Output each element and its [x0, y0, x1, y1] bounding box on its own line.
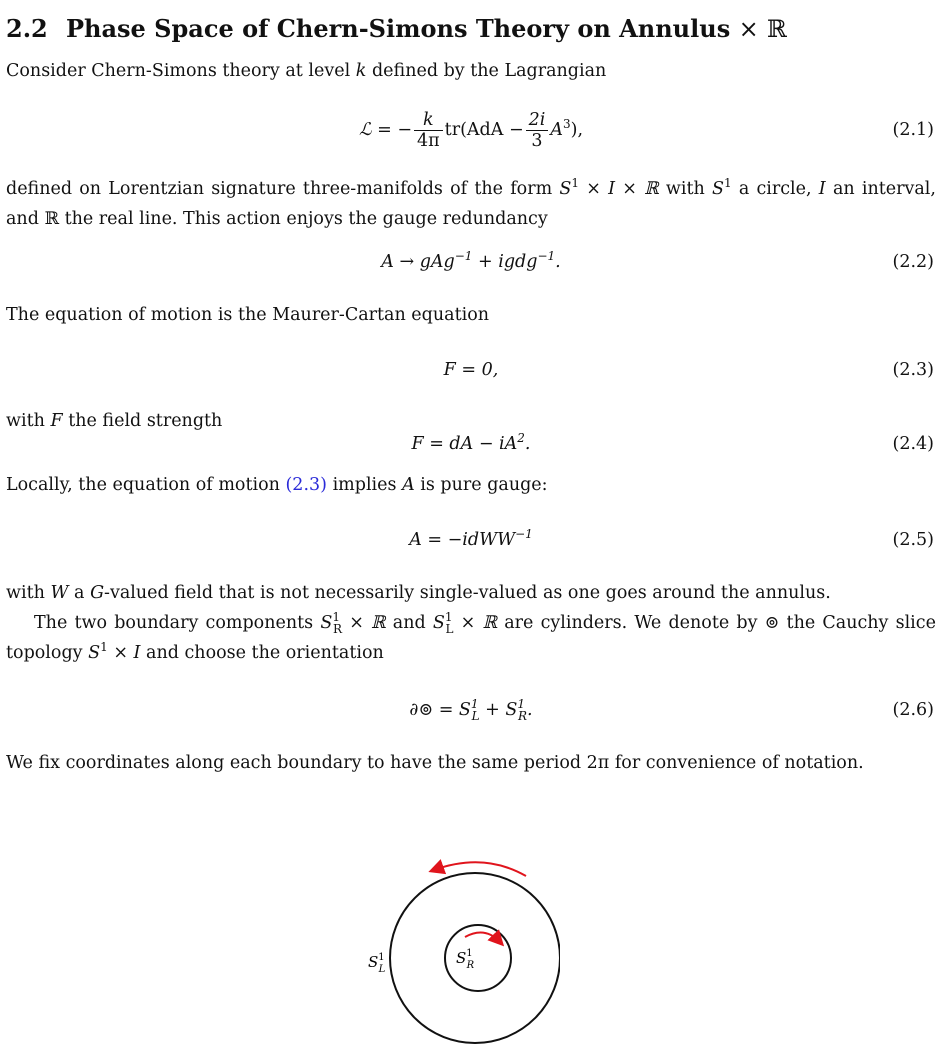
- equation-2-1: [6, 110, 936, 150]
- text: the Cauchy slice topology: [6, 613, 936, 663]
- subscript: R: [517, 708, 527, 723]
- math: × I: [107, 643, 141, 663]
- var-S: S: [559, 179, 572, 199]
- eq-lhs: ℒ = −: [358, 120, 413, 140]
- equation-number: (2.4): [892, 434, 934, 454]
- paragraph-boundaries: [6, 608, 936, 668]
- subscript: L: [445, 621, 454, 636]
- exponent: −1: [515, 527, 533, 542]
- equation-number: (2.3): [892, 360, 934, 380]
- var-S: S: [88, 643, 101, 663]
- text: Locally, the equation of motion: [6, 475, 280, 495]
- subscript: L: [471, 708, 480, 723]
- eq-part: ∂⊚ = S: [409, 700, 471, 720]
- equation-number: (2.1): [892, 120, 934, 140]
- exponent: −1: [454, 249, 473, 264]
- eq-term: A: [550, 120, 563, 140]
- text: the field strength: [68, 411, 223, 431]
- text: defined on Lorentzian signature three-manifolds of the form: [6, 179, 553, 199]
- text: Consider Chern-Simons theory at level: [6, 61, 351, 81]
- var-S: S: [320, 613, 333, 633]
- var-k: k: [355, 61, 367, 81]
- section-heading: [6, 14, 787, 43]
- eq-mid: tr(AdA −: [444, 120, 524, 140]
- text: are cylinders. We denote by: [504, 613, 758, 633]
- exponent: 1: [444, 610, 453, 625]
- var-G: G: [90, 583, 105, 603]
- paragraph-pure-gauge: [6, 470, 936, 500]
- text: a circle,: [738, 179, 812, 199]
- eq-body: F = 0,: [443, 360, 499, 380]
- var-S: S: [432, 613, 445, 633]
- var-A: A: [402, 475, 415, 495]
- title-reals: ℝ: [767, 15, 787, 43]
- equation-2-3: [6, 350, 936, 390]
- eq-part: A → gAg: [381, 252, 455, 272]
- outer-boundary-circle: [390, 873, 560, 1043]
- eq-part: .: [555, 252, 561, 272]
- equation-number: (2.5): [892, 530, 934, 550]
- text: implies: [332, 475, 397, 495]
- frac-den: 4π: [417, 131, 440, 151]
- exponent: 1: [100, 640, 108, 655]
- eq-part: + igdg: [472, 252, 538, 272]
- annulus-figure: [360, 840, 560, 1046]
- exponent: 1: [723, 176, 732, 191]
- frac-num: 2i: [526, 110, 549, 131]
- paragraph-eom: [6, 300, 936, 330]
- label-outer-SL: $S^1$ L: [368, 952, 386, 975]
- label-inner-SR: $S^1$ R: [456, 948, 475, 971]
- fraction-2i-3: [526, 110, 549, 151]
- inner-boundary-circle: [445, 925, 511, 991]
- section-title: Phase Space of Chern-Simons Theory on Annulus: [66, 14, 731, 43]
- text: defined by the Lagrangian: [371, 61, 607, 81]
- paragraph-intro: [6, 56, 936, 86]
- equation-2-2: [6, 242, 936, 282]
- text: with: [6, 583, 45, 603]
- paragraph-w-field: [6, 578, 936, 608]
- text: with: [6, 411, 45, 431]
- eq-part: A = −idWW: [409, 530, 516, 550]
- text: an interval, and ℝ the real line. This action enjoys the gauge redundancy: [6, 179, 936, 229]
- exponent: 3: [562, 117, 571, 132]
- math: × I × ℝ: [579, 179, 659, 199]
- fraction-k-4pi: [414, 110, 443, 151]
- text: The two boundary components: [34, 613, 314, 633]
- eq-part: F = dA − iA: [411, 434, 518, 454]
- paragraph-coordinates: [6, 748, 936, 778]
- text: We fix coordinates along each boundary to have the same period 2π for convenience of notation.: [6, 753, 864, 773]
- equation-2-4: [6, 424, 936, 464]
- eq-part: .: [527, 700, 533, 720]
- eq-close: ),: [570, 120, 584, 140]
- equation-number: (2.6): [892, 700, 934, 720]
- math: × ℝ: [342, 613, 386, 633]
- equation-number: (2.2): [892, 252, 934, 272]
- var-F: F: [50, 411, 63, 431]
- text: -valued field that is not necessarily single-valued as one goes around the annulus.: [104, 583, 831, 603]
- frac-num: k: [414, 110, 443, 131]
- text: and choose the orientation: [146, 643, 384, 663]
- var-W: W: [50, 583, 69, 603]
- exponent: 1: [571, 176, 580, 191]
- math: × ℝ: [453, 613, 498, 633]
- equation-ref-link[interactable]: (2.3): [285, 475, 327, 495]
- frac-den: 3: [531, 131, 543, 151]
- inner-orientation-arrow: [465, 933, 500, 942]
- var-I: I: [818, 179, 826, 199]
- equation-2-6: [6, 690, 936, 730]
- exponent: 1: [332, 610, 340, 625]
- title-times: ×: [738, 15, 759, 43]
- text: and: [392, 613, 426, 633]
- text: The equation of motion is the Maurer-Cartan equation: [6, 305, 490, 325]
- text: with: [665, 179, 705, 199]
- subscript: R: [332, 621, 343, 636]
- var-S: S: [711, 179, 724, 199]
- text: a: [74, 583, 85, 603]
- eq-part: + S: [479, 700, 518, 720]
- equation-2-5: [6, 520, 936, 560]
- exponent: 2: [517, 431, 525, 446]
- exponent: 1: [517, 697, 525, 712]
- exponent: 1: [470, 697, 479, 712]
- eq-part: .: [524, 434, 531, 454]
- text: is pure gauge:: [420, 475, 548, 495]
- exponent: −1: [537, 249, 556, 264]
- section-number: 2.2: [6, 14, 48, 43]
- paragraph-manifold: [6, 174, 936, 234]
- annulus-symbol: ⊚: [764, 613, 780, 633]
